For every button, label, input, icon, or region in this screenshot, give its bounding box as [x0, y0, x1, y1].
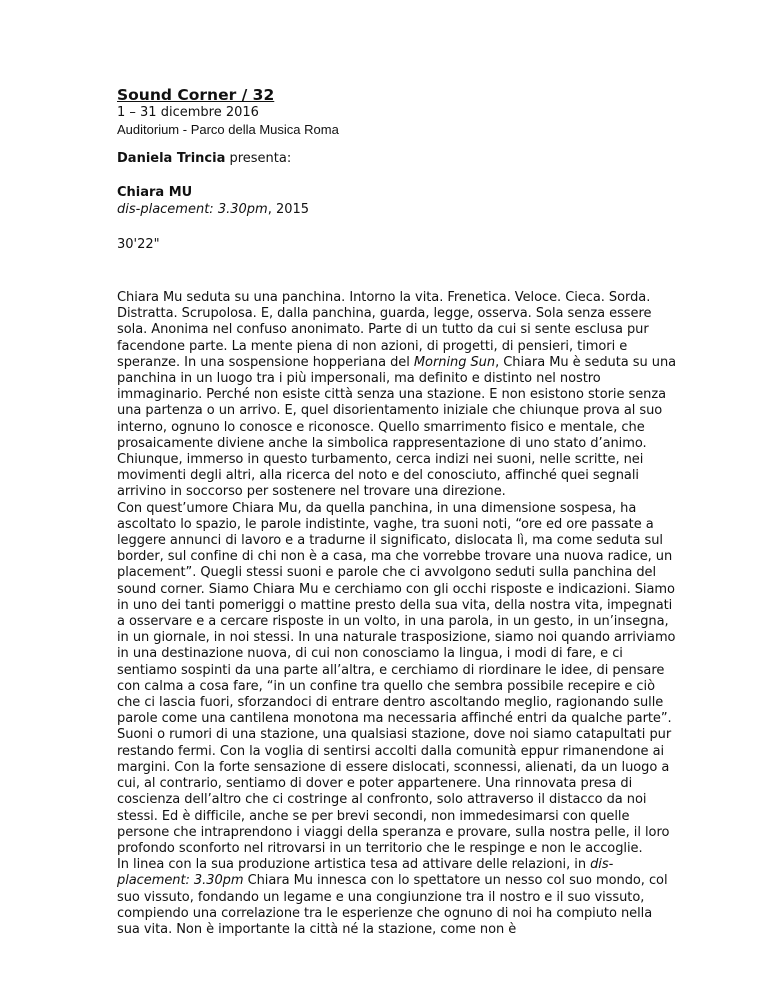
body-paragraph-4-text-a: In linea con la sua produzione artistica tesa ad attivare delle relazioni, in — [117, 857, 591, 873]
morning-sun-reference: Morning Sun — [413, 354, 496, 370]
event-dates: 1 – 31 dicembre 2016 — [117, 105, 259, 120]
artwork-year: , 2015 — [267, 202, 310, 217]
body-paragraph-1-text-a: Chiara Mu seduta su una panchina. Intorno la vita. Frenetica. Veloce. Cieca. Sorda. Distratta. Scrupolosa. E, dalla panchina, guarda, legge, osserva. Sola senza essere sola. Anonima nel confuso anonimato. Parte di un tutto da cui si sente esclusa pur facendone parte. La mente piena di non azioni, di progetti, di pensieri, timori e speranze. In una sospensione hopperiana del — [117, 290, 652, 370]
body-paragraph-4-text-b: Chiara Mu innesca con lo spettatore un nesso col suo mondo, col suo vissuto, fondando un legame e una congiunzione tra il nostro e il suo vissuto, compiendo una correlazione tra le esperienze che ognuno di noi ha compiuto nella sua vita. Non è importante la città né la stazione, come non è — [117, 873, 668, 937]
presenter-name: Daniela Trincia — [117, 151, 226, 166]
presenter-suffix: presenta: — [225, 151, 292, 166]
artwork-title-reference: dis-placement: 3.30pm — [117, 857, 614, 889]
body-paragraph-1-text-b: , Chiara Mu è seduta su una panchina in un luogo tra i più impersonali, ma definito e distinto nel nostro immaginario. Perché non esiste città senza una stazione. E non esistono storie senza una partenza o un arrivo. E, quel disorientamento iniziale che chiunque prova al suo interno, ognuno lo conosce e riconosce. Quello smarrimento fisico e mentale, che prosaicamente diviene anche la simbolica rappresentazione di uno stato d’animo. Chiunque, immerso in questo turbamento, cerca indizi nei suoni, nelle scritte, nei movimenti degli altri, alla ricerca del noto e del conosciuto, affinché quei segnali arrivino in soccorso per sostenere nel trovare una direzione. — [117, 354, 677, 500]
artwork-title: dis-placement: 3.30pm — [117, 202, 268, 217]
event-venue: Auditorium - Parco della Musica Roma — [117, 122, 339, 137]
document-page — [117, 86, 677, 938]
presenter-line — [117, 151, 677, 167]
body-paragraph-3: Suoni o rumori di una stazione, una qualsiasi stazione, dove noi siamo catapultati pur restando fermi. Con la voglia di sentirsi accolti dalla comunità eppur rimanendone ai margini. Con la forte sensazione di essere dislocati, sconnessi, alienati, da un luogo a cui, al contrario, sentiamo di dover e poter appartenere. Una rinnovata presa di coscienza dell’altro che ci costringe al confronto, solo attraverso il distacco da noi stessi. Ed è difficile, anche se per brevi secondi, non immedesimarsi con quelle persone che intraprendono i viaggi della speranza e provare, sulla nostra pelle, il loro profondo sconforto nel ritrovarsi in un territorio che le respinge e non le accoglie. — [117, 727, 672, 856]
document-title: Sound Corner / 32 — [117, 86, 275, 104]
artist-name: Chiara MU — [117, 185, 193, 200]
body-paragraph-4 — [117, 857, 677, 938]
body-text — [117, 290, 677, 938]
body-paragraph-2: Con quest’umore Chiara Mu, da quella panchina, in una dimensione sospesa, ha ascoltato lo spazio, le parole indistinte, vaghe, tra suoni noti, “ore ed ore passate a leggere annunci di lavoro e a tradurne il significato, dislocata lì, ma come seduta sul border, sul confine di chi non è a casa, ma che vorrebbe trovare una nuova radice, un placement”. Quegli stessi suoni e parole che ci avvolgono seduti sulla panchina del sound corner. Siamo Chiara Mu e cerchiamo con gli occhi risposte e indicazioni. Siamo in uno dei tanti pomeriggi o mattine presto della sua vita, della nostra vita, impegnati a osservare e a cercare risposte in un volto, in una parola, in un gesto, in un’insegna, in un giornale, in noi stessi. In una naturale trasposizione, siamo noi quando arriviamo in una destinazione nuova, di cui non conosciamo la lingua, i modi di fare, e ci sentiamo sospinti da una parte all’altra, e cerchiamo di riordinare le idee, di pensare con calma a cosa fare, “in un confine tra quello che sembra possibile recepire e ciò che ci lascia fuori, sforzandoci di entrare dentro ascoltando meglio, ragionando sulle parole come una cantilena monotona ma necessaria affinché entri da qualche parte”. — [117, 500, 676, 727]
body-paragraph-1 — [117, 290, 677, 501]
artwork-line — [117, 201, 677, 218]
artwork-duration: 30'22" — [117, 237, 160, 252]
